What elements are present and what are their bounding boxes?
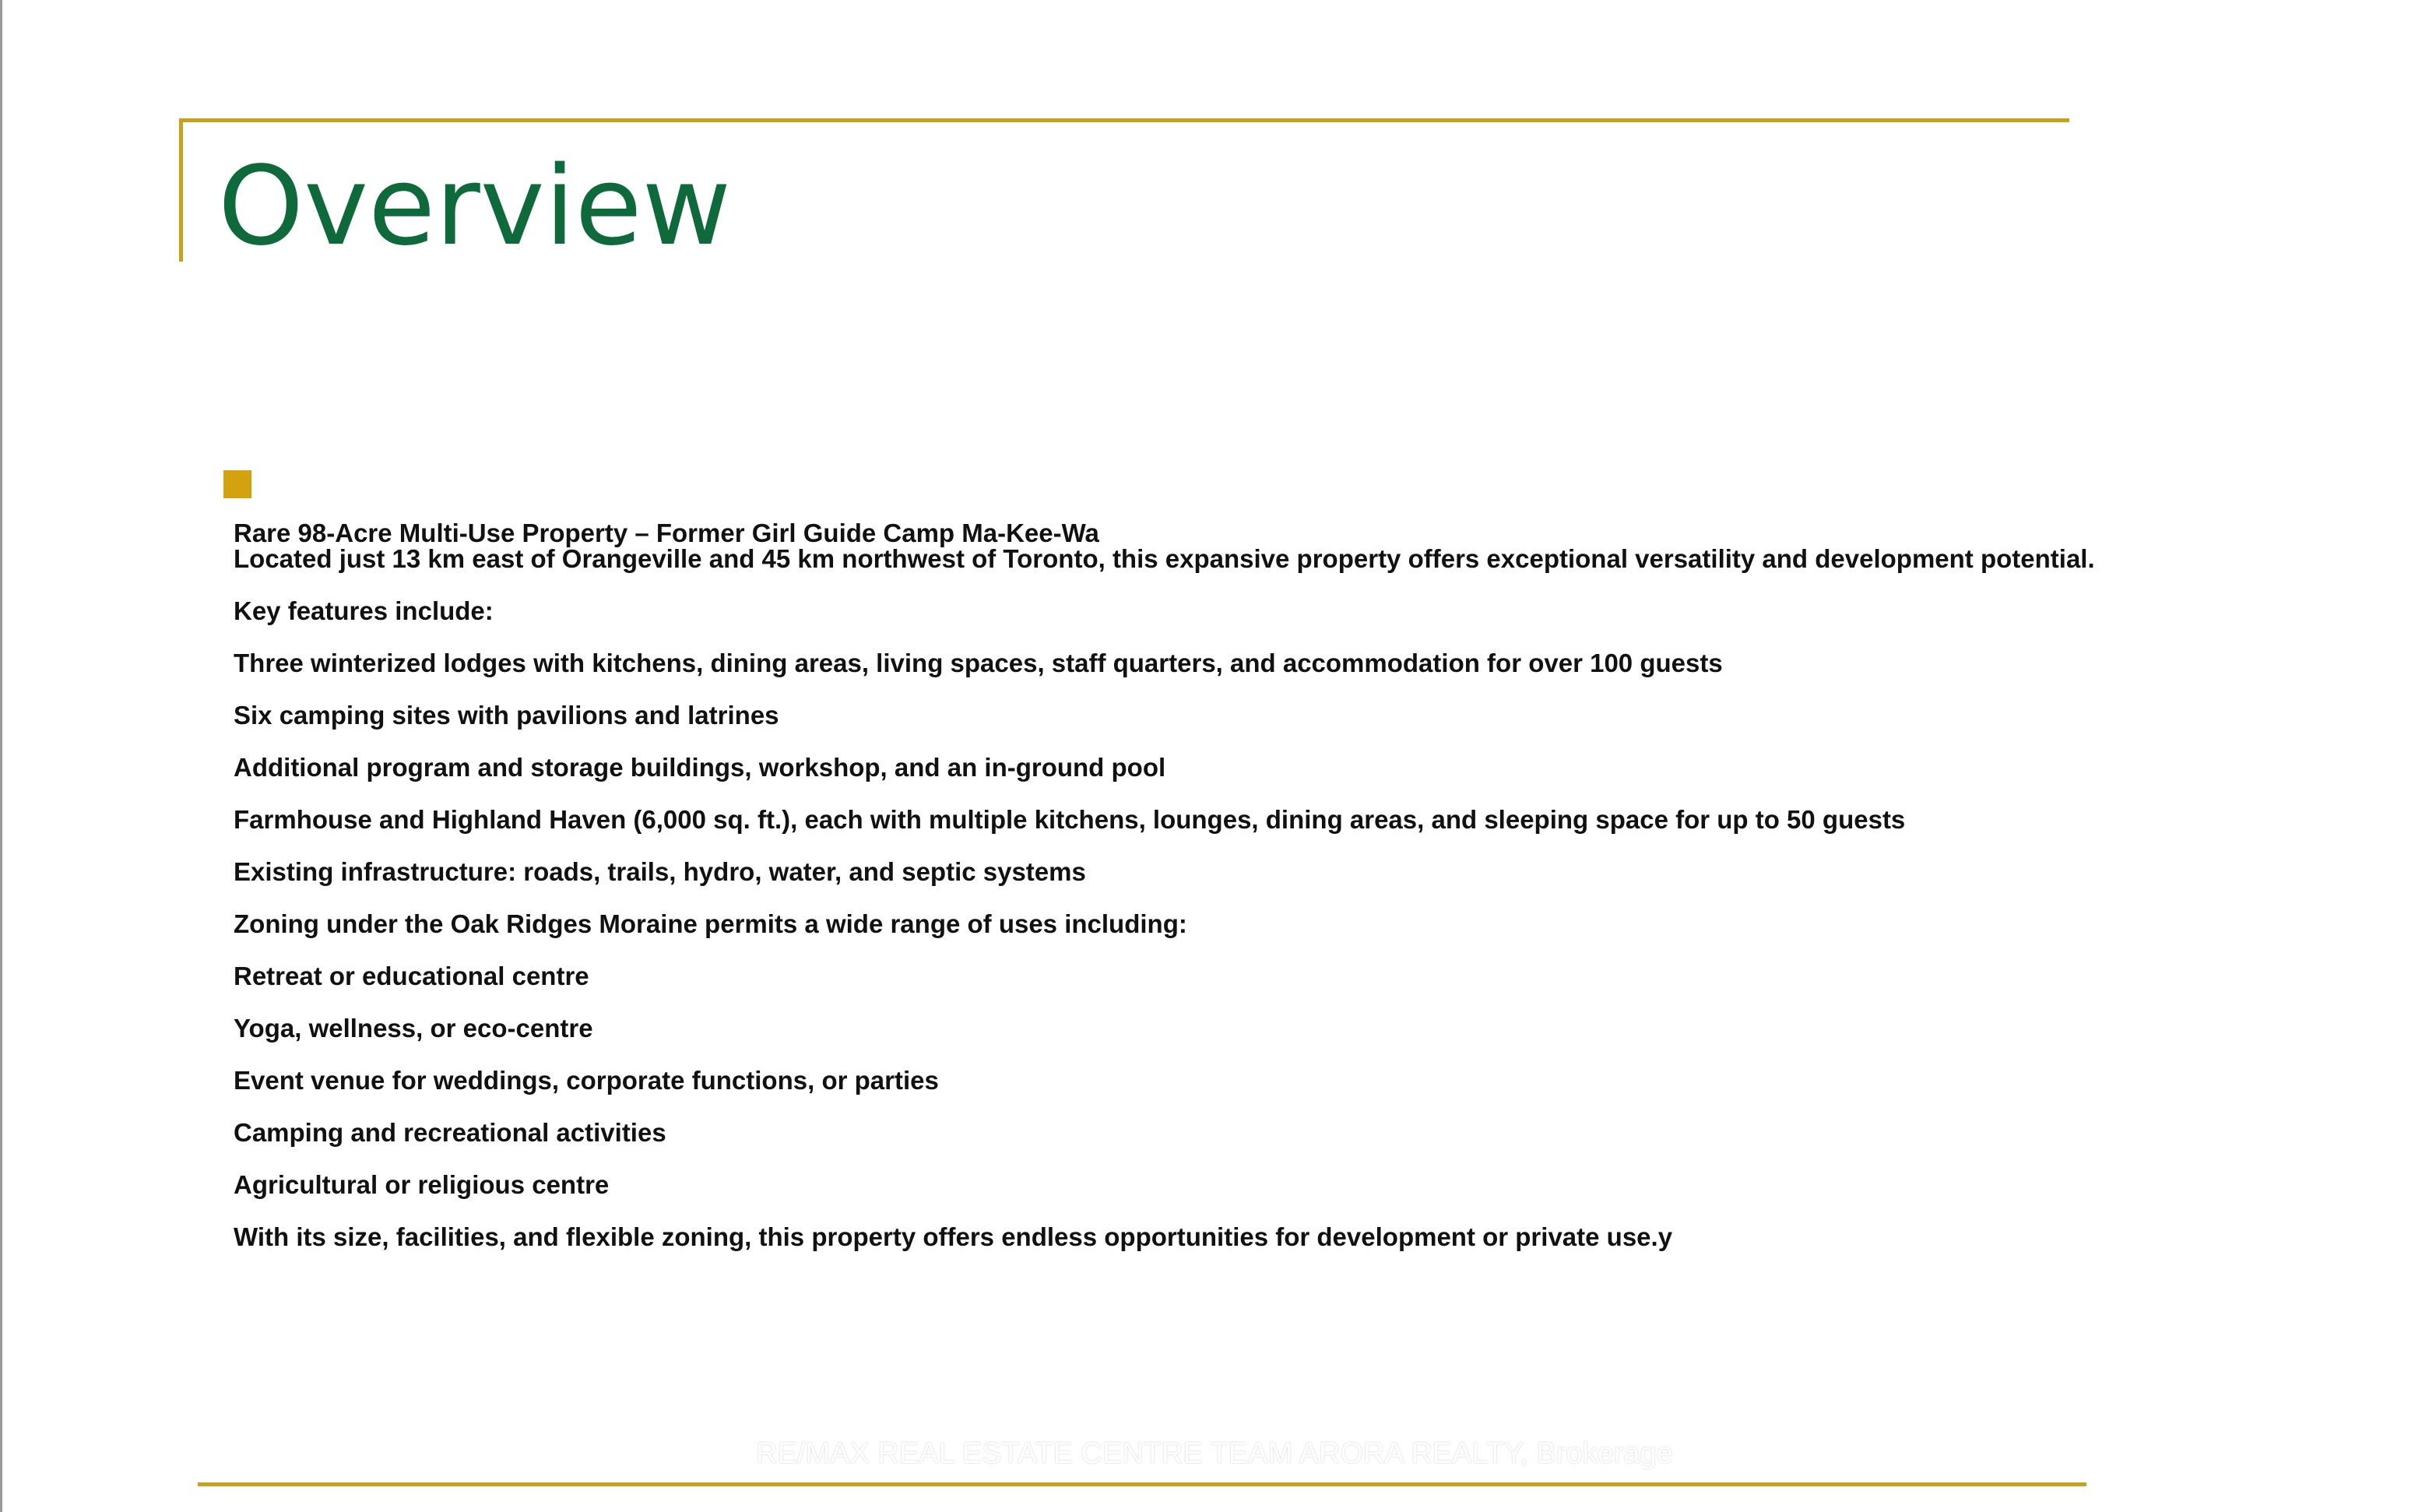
body-paragraph: Event venue for weddings, corporate functions, or parties xyxy=(234,1066,939,1095)
title-frame-left-rule xyxy=(179,118,183,262)
body-paragraph: Three winterized lodges with kitchens, dining areas, living spaces, staff quarters, and accommodation for over 100 guests xyxy=(234,649,1723,677)
body-paragraph: Camping and recreational activities xyxy=(234,1118,666,1147)
slide-body xyxy=(234,520,2398,1250)
body-paragraph: Zoning under the Oak Ridges Moraine permits a wide range of uses including: xyxy=(234,909,1187,938)
footer-rule xyxy=(198,1482,2086,1486)
body-paragraph: Existing infrastructure: roads, trails, hydro, water, and septic systems xyxy=(234,857,1086,886)
body-paragraph: With its size, facilities, and flexible zoning, this property offers endless opportunities for development or private use.y xyxy=(234,1222,1673,1251)
body-paragraph: Six camping sites with pavilions and latrines xyxy=(234,701,779,730)
body-paragraph: Additional program and storage buildings, workshop, and an in-ground pool xyxy=(234,753,1166,782)
body-paragraph: Key features include: xyxy=(234,596,494,625)
square-bullet-icon xyxy=(223,470,251,498)
page-left-border xyxy=(0,0,2,1512)
title-frame-top-rule xyxy=(179,118,2069,122)
body-paragraph: Agricultural or religious centre xyxy=(234,1170,610,1199)
property-heading: Rare 98-Acre Multi-Use Property – Former Girl Guide Camp Ma-Kee-Wa xyxy=(234,519,1099,547)
slide-title: Overview xyxy=(218,143,732,270)
body-paragraph: Farmhouse and Highland Haven (6,000 sq. ft.), each with multiple kitchens, lounges, dining areas, and sleeping space for up to 50 guests xyxy=(234,805,1906,834)
body-paragraph: Yoga, wellness, or eco-centre xyxy=(234,1014,593,1043)
body-paragraph: Retreat or educational centre xyxy=(234,962,589,990)
brokerage-footer: RE/MAX REAL ESTATE CENTRE TEAM ARORA REALTY, Brokerage xyxy=(756,1437,1673,1470)
property-intro: Located just 13 km east of Orangeville and 45 km northwest of Toronto, this expansive property offers exceptional versatility and development potential. xyxy=(234,544,2095,573)
